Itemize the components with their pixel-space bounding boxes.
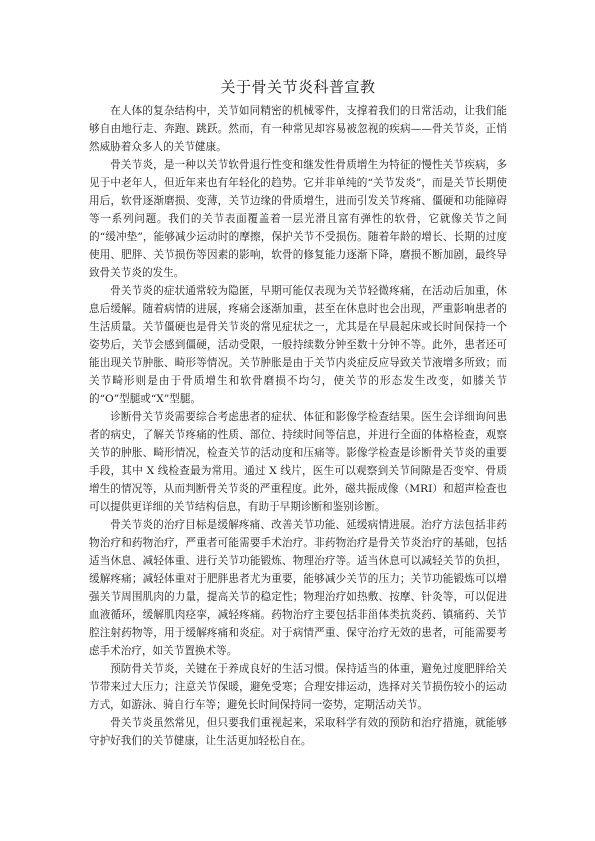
document-title: 关于骨关节炎科普宣教 [220,78,376,96]
paragraph-treatment: 骨关节炎的治疗目标是缓解疼痛、改善关节功能、延缓病情进展。治疗方法包括非药物治疗和药物治疗，严重者可能需要手术治疗。非药物治疗是骨关节炎治疗的基础，包括适当休息、减轻体重、进行关节功能锻炼、物理治疗等。适当休息可以减轻关节的负担，缓解疼痛；减轻体重对于肥胖患者尤为重要，能够减少关节的压力；关节功能锻炼可以增强关节周围肌肉的力量，提高关节的稳定性；物理治疗如热敷、按摩、针灸等，可以促进血液循环，缓解肌肉痉挛，减轻疼痛。药物治疗主要包括非甾体类抗炎药、镇痛药、关节腔注射药物等，用于缓解疼痛和炎症。对于病情严重、保守治疗无效的患者，可能需要考虑手术治疗，如关节置换术等。 [89,519,507,657]
paragraph-intro: 在人体的复杂结构中，关节如同精密的机械零件，支撑着我们的日常活动，让我们能够自由地行走、奔跑、跳跃。然而，有一种常见却容易被忽视的疾病——骨关节炎，正悄然威胁着众多人的关节健康。 [89,105,507,153]
paragraph-symptoms: 骨关节炎的症状通常较为隐匿，早期可能仅表现为关节轻微疼痛，在活动后加重，休息后缓解。随着病情的进展，疼痛会逐渐加重，甚至在休息时也会出现，严重影响患者的生活质量。关节僵硬也是骨关节炎的常见症状之一，尤其是在早晨起床或长时间保持一个姿势后，关节会感到僵硬，活动受限，一般持续数分钟至数十分钟不等。此外，患者还可能出现关节肿胀、畸形等情况。关节肿胀是由于关节内炎症反应导致关节液增多所致；而关节畸形则是由于骨质增生和软骨磨损不均匀，使关节的形态发生改变，如膝关节的“O”型腿或“X”型腿。 [89,285,507,405]
paragraph-conclusion: 骨关节炎虽然常见，但只要我们重视起来，采取科学有效的预防和治疗措施，就能够守护好我们的关节健康，让生活更加轻松自在。 [89,717,507,747]
paragraph-definition: 骨关节炎，是一种以关节软骨退行性变和继发性骨质增生为特征的慢性关节疾病，多见于中老年人，但近年来也有年轻化的趋势。它并非单纯的“关节发炎”，而是关节长期使用后，软骨逐渐磨损、变薄，关节边缘的骨质增生，进而引发关节疼痛、僵硬和功能障碍等一系列问题。我们的关节表面覆盖着一层光滑且富有弹性的软骨，它就像关节之间的“缓冲垫”，能够减少运动时的摩擦，保护关节不受损伤。随着年龄的增长、长期的过度使用、肥胖、关节损伤等因素的影响，软骨的修复能力逐渐下降，磨损不断加剧，最终导致骨关节炎的发生。 [89,159,507,279]
paragraph-diagnosis: 诊断骨关节炎需要综合考虑患者的症状、体征和影像学检查结果。医生会详细询问患者的病史，了解关节疼痛的性质、部位、持续时间等信息，并进行全面的体格检查，观察关节的肿胀、畸形情况，检查关节的活动度和压痛等。影像学检查是诊断骨关节炎的重要手段，其中 X 线检查最为常用。通过 X 线片，医生可以观察到关节间隙是否变窄、骨质增生的情况等，从而判断骨关节炎的严重程度。此外，磁共振成像（MRI）和超声检查也可以提供更详细的关节结构信息，有助于早期诊断和鉴别诊断。 [89,411,507,513]
paragraph-prevention: 预防骨关节炎，关键在于养成良好的生活习惯。保持适当的体重，避免过度肥胖给关节带来过大压力；注意关节保暖，避免受寒；合理安排运动，选择对关节损伤较小的运动方式，如游泳、骑自行车等；避免长时间保持同一姿势，定期活动关节。 [89,663,507,711]
document-page [89,78,507,750]
